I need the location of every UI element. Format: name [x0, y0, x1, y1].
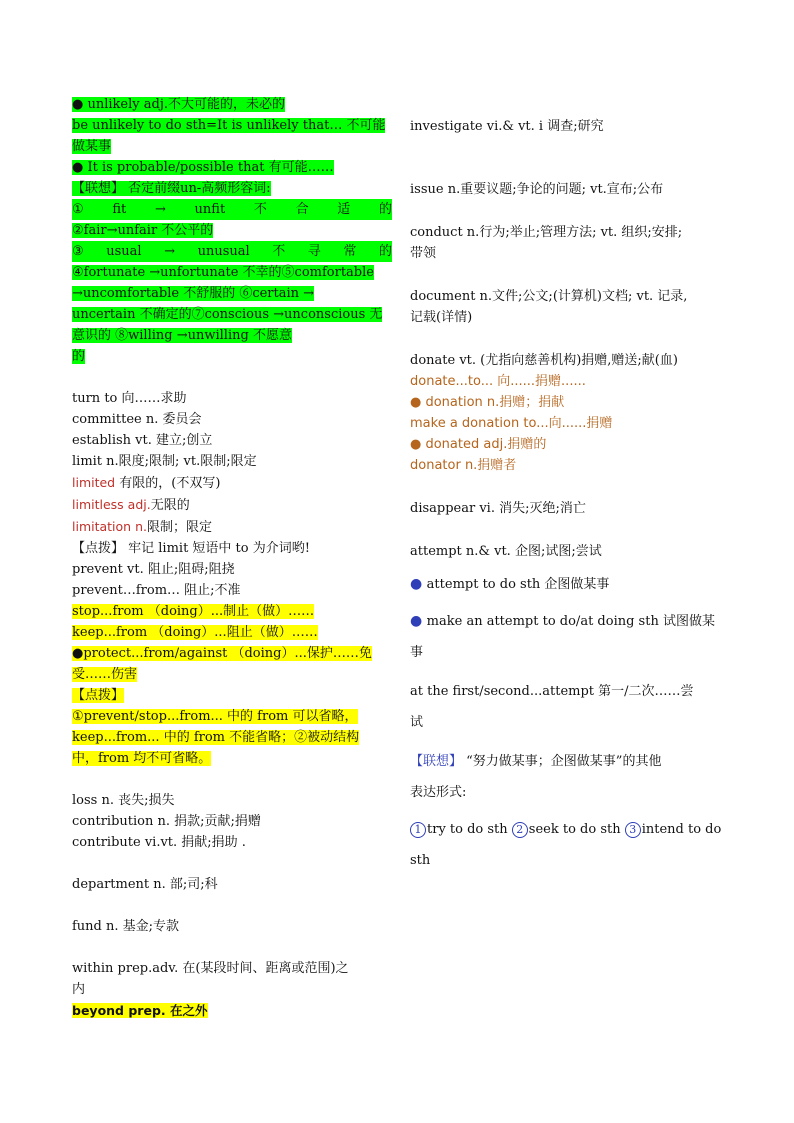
text-line: ①prevent/stop...from... 中的 from 可以省略， [72, 709, 358, 724]
text-line: investigate vi.& vt. i 调查;研究 [410, 119, 604, 134]
text-line: 事 [410, 645, 424, 660]
text-line: ● unlikely adj.不大可能的，未必的 [72, 97, 285, 112]
text-token: → [154, 202, 166, 217]
text-line: at the first/second...attempt 第一/二次……尝 [410, 684, 694, 699]
text-line: ②fair→unfair 不公平的 [72, 223, 214, 238]
text-token: 的 [378, 244, 392, 259]
spaced-line [72, 241, 392, 262]
text-line: turn to 向……求助 [72, 391, 187, 406]
text-line: ● donated adj.捐赠的 [410, 437, 547, 452]
text-line: keep...from （doing）...阻止（做）…… [72, 625, 318, 640]
text-line: be unlikely to do sth=It is unlikely that… 不可能 [72, 118, 386, 133]
text-token: → [164, 244, 176, 259]
text-token: fit [112, 202, 127, 217]
text-line: prevent vt. 阻止;阻碍;阻挠 [72, 562, 235, 577]
number-circle-icon: 3 [625, 822, 641, 838]
text-token: 不 [272, 244, 286, 259]
text-line: 带领 [410, 246, 437, 261]
text-line: ④fortunate →unfortunate 不幸的⑤comfortable [72, 265, 374, 280]
text-line: loss n. 丧失;损失 [72, 793, 175, 808]
text-line: 试 [410, 715, 424, 730]
number-circle-icon: 2 [512, 822, 528, 838]
text-line: 的 [72, 349, 86, 364]
text-line: contribution n. 捐款;贡献;捐赠 [72, 814, 261, 829]
text-line: 内 [72, 982, 86, 997]
text-line: uncertain 不确定的⑦conscious →unconscious 无 [72, 307, 383, 322]
text-line: 中，from 均不可省略。 [72, 751, 212, 766]
text-line: →uncomfortable 不舒服的 ⑥certain → [72, 286, 315, 301]
text-line: donator n.捐赠者 [410, 458, 517, 473]
spaced-line [72, 199, 392, 220]
text-line: issue n.重要议题;争论的问题; vt.宣布;公布 [410, 182, 664, 197]
text-line: 记载(详情) [410, 310, 473, 325]
text-line: 表达形式: [410, 785, 467, 800]
text-line: attempt to do sth 企图做某事 [426, 577, 610, 592]
text-token: unfit [194, 202, 226, 217]
text-line: stop...from （doing）...制止（做）…… [72, 604, 315, 619]
left-column [72, 94, 392, 1022]
keyword: limitation n. [72, 519, 147, 534]
text-line: within prep.adv. 在(某段时间、距离或范围)之 [72, 961, 349, 976]
text-token: ③ [72, 244, 84, 259]
text-line: make an attempt to do/at doing sth 试图做某 [426, 614, 715, 629]
tip-heading: 【点拨】 [72, 688, 125, 703]
text-line: “努力做某事；企图做某事”的其他 [462, 754, 662, 769]
text-line: attempt n.& vt. 企图;试图;尝试 [410, 544, 602, 559]
text-token: 寻 [307, 244, 321, 259]
text-token: seek to do sth [528, 822, 625, 837]
text-line: beyond prep. 在之外 [72, 1003, 208, 1018]
text-line: keep...from... 中的 from 不能省略；②被动结构 [72, 730, 360, 745]
text-line: donate...to... 向......捐赠...... [410, 374, 586, 389]
text-line: contribute vi.vt. 捐献;捐助 . [72, 835, 246, 850]
text-line: committee n. 委员会 [72, 412, 202, 427]
keyword: limited [72, 475, 116, 490]
text-token: 适 [337, 202, 351, 217]
text-line: document n.文件;公文;(计算机)文档; vt. 记录, [410, 289, 688, 304]
text-line: 【联想】 否定前缀un-高频形容词: [72, 181, 271, 196]
text-token: ① [72, 202, 84, 217]
tip-line: 【点拨】 牢记 limit 短语中 to 为介词哟! [72, 541, 310, 556]
text-line: ● It is probable/possible that 有可能…… [72, 160, 334, 175]
text-line: conduct n.行为;举止;管理方法; vt. 组织;安排; [410, 225, 683, 240]
text-token: 不 [253, 202, 267, 217]
text-line: 受……伤害 [72, 667, 138, 682]
text-token: unusual [197, 244, 250, 259]
text-token: try to do sth [427, 822, 512, 837]
text-line: 意识的 ⑧willing →unwilling 不愿意 [72, 328, 292, 343]
text-line: ● donation n.捐赠；捐献 [410, 395, 565, 410]
text-line: 有限的，(不双写) [115, 476, 221, 491]
text-line: department n. 部;司;科 [72, 877, 218, 892]
text-token: 的 [378, 202, 392, 217]
text-line: 无限的 [150, 498, 190, 513]
text-line: donate vt. (尤指向慈善机构)捐赠,赠送;献(血) [410, 353, 678, 368]
text-token: usual [106, 244, 142, 259]
text-line: ●protect...from/against （doing）...保护……免 [72, 646, 372, 661]
text-line: make a donation to...向......捐赠 [410, 416, 613, 431]
text-line: sth [410, 853, 431, 868]
text-line: disappear vi. 消失;灭绝;消亡 [410, 501, 586, 516]
text-token: 常 [343, 244, 357, 259]
text-line: 做某事 [72, 139, 112, 154]
text-token: 合 [295, 202, 309, 217]
right-column: investigate vi.& vt. i 调查;研究 issue n.重要议题;争论的问题; vt.宣布;公布 conduct n.行为;举止;管理方法; vt. 组织;安排; 带领 document n.文件;公文;(计算机)文档; vt. 记录, 记载(详情) donate vt. (尤指向慈善机构)捐赠,赠送;献(血) donate...to... 向......捐赠...... ● donation n.捐赠；捐献 make a donation to...向......捐赠 ● donated adj.捐赠的 donator n.捐赠者 disappear vi. 消失;灭绝;消亡 attempt n.& vt. 企图;试图;尝试 ● attempt to do sth 企图做某事 ● make an attempt to do/at doing sth 试图做某 事 at the first/second...attempt 第一/二次……尝 试 【联想】 “努力做某事；企图做某事”的其他 表达形式: 1 try to do sth 2 seek to do sth 3 intend to do sth [410, 116, 722, 871]
number-circle-icon: 1 [410, 822, 426, 838]
association-heading: 【联想】 [410, 754, 463, 769]
keyword: limitless adj. [72, 497, 151, 512]
text-line: establish vt. 建立;创立 [72, 433, 213, 448]
text-line: fund n. 基金;专款 [72, 919, 180, 934]
text-token: intend to do [641, 822, 722, 837]
text-line: 限制；限定 [146, 520, 212, 535]
text-line: prevent…from… 阻止;不准 [72, 583, 241, 598]
text-line: limit n.限度;限制; vt.限制;限定 [72, 454, 257, 469]
